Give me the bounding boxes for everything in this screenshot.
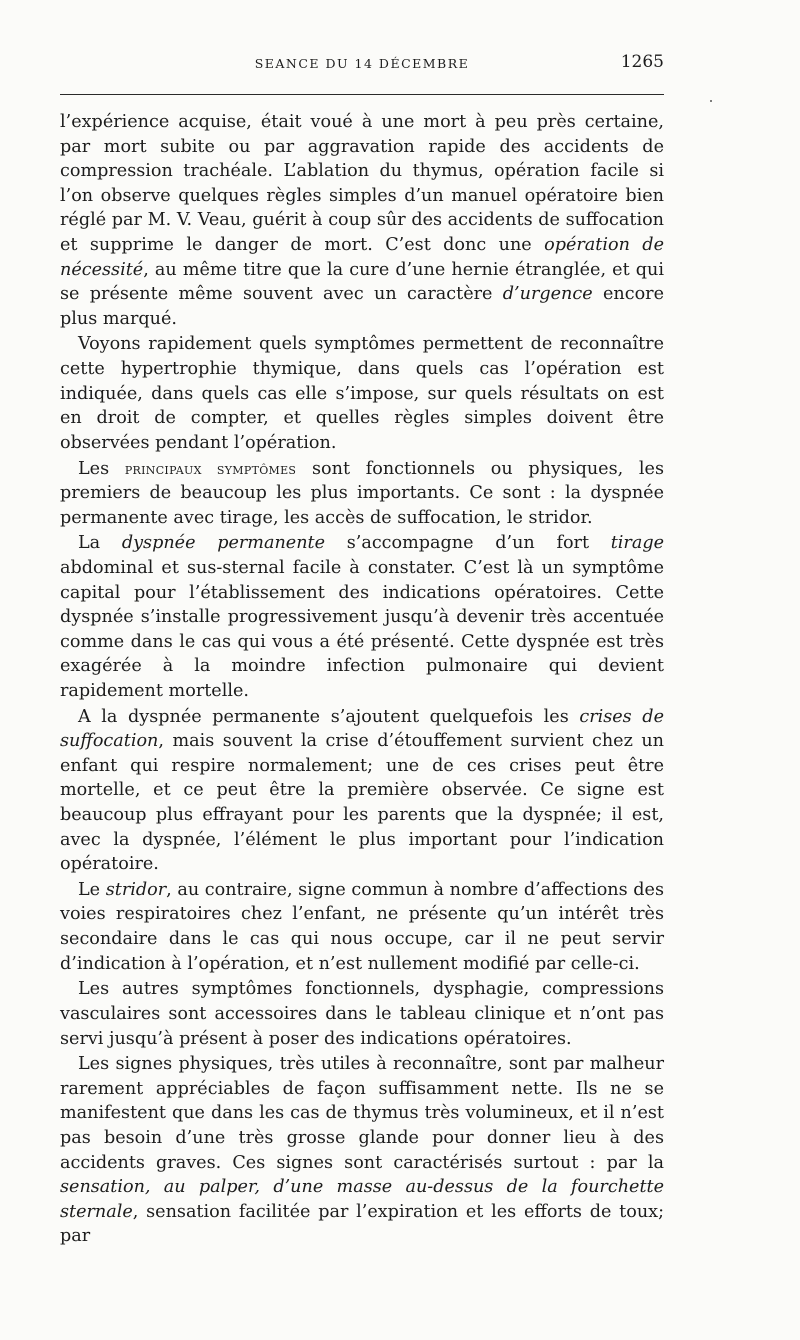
italic-phrase: tirage	[610, 533, 664, 554]
header-rule	[60, 94, 664, 95]
running-title: SEANCE DU 14 DÉCEMBRE	[254, 56, 470, 71]
text-segment: , au même titre que la cure d’une hernie étranglée, et qui se présente même souvent avec un caractère	[60, 259, 664, 305]
paragraph-5	[60, 705, 664, 877]
text-segment: Les	[78, 458, 125, 479]
text-segment: Voyons rapidement quels symptômes permettent de reconnaître cette hypertrophie thymique, dans quels cas l’opération est indiquée, dans quels cas elle s’impose, sur quels résultats on est en droit de compter, et quelles règles simples doivent être observées pendant l’opération.	[60, 334, 664, 453]
italic-phrase: opération de nécessité	[60, 234, 664, 280]
text-segment: Les autres symptômes fonctionnels, dysphagie, compressions vasculaires sont accessoires dans le tableau clinique et n’ont pas servi jusqu’à présent à poser des indications opératoires.	[60, 979, 664, 1049]
italic-phrase: dyspnée permanente	[121, 533, 326, 554]
text-segment: sont fonctionnels ou physiques, les premiers de beaucoup les plus importants. Ce sont : la dyspnée permanente avec tirage, les accès de suffocation, le stridor.	[60, 458, 665, 528]
paragraph-8	[60, 1052, 664, 1249]
page-number: 1265	[620, 52, 664, 72]
text-segment: Le	[78, 879, 106, 900]
italic-phrase: crises de suffocation	[60, 706, 664, 752]
body-text	[60, 110, 664, 1249]
text-segment: l’expérience acquise, était voué à une mort à peu près certaine, par mort subite ou par aggravation rapide des accidents de compression trachéale. L’ablation du thymus, opération facile si l’on observe quelques règles simples d’un manuel opératoire bien réglé par M. V. Veau, guérit à coup sûr des accidents de suffocation et supprime le danger de mort. C’est donc une	[60, 112, 664, 255]
text-segment: A la dyspnée permanente s’ajoutent quelquefois les	[78, 706, 580, 727]
paragraph-1	[60, 110, 664, 331]
text-segment: s’accompagne d’un fort	[325, 533, 611, 554]
text-segment: , mais souvent la crise d’étouffement survient chez un enfant qui respire normalement; une de ces crises peut être mortelle, et ce peut être la première observée. Ce signe est beaucoup plus effrayant pour les parents que la dyspnée; il est, avec la dyspnée, l’élément le plus important pour l’indication opératoire.	[60, 731, 664, 875]
text-segment: , au contraire, signe commun à nombre d’affections des voies respiratoires chez l’enfant, ne présente qu’un intérêt très secondaire dans le cas qui nous occupe, car il ne peut servir d’indication à l’opération, et n’est nullement modifié par celle-ci.	[60, 879, 664, 974]
paragraph-4	[60, 531, 664, 703]
text-segment: , sensation facilitée par l’expiration et les efforts de toux; par	[60, 1201, 664, 1247]
paragraph-6	[60, 878, 664, 976]
text-segment: abdominal et sus-sternal facile à constater. C’est là un symptôme capital pour l’établissement des indications opératoires. Cette dyspnée s’installe progressivement jusqu’à devenir très accentuée comme dans le cas qui vous a été présenté. Cette dyspnée est très exagérée à la moindre infection pulmonaire qui devient rapidement mortelle.	[60, 557, 664, 701]
paper-speck	[710, 100, 712, 102]
running-header	[60, 50, 664, 80]
paragraph-2	[60, 332, 664, 455]
italic-phrase: d’urgence	[502, 284, 593, 305]
text-segment: Les signes physiques, très utiles à reconnaître, sont par malheur rarement appréciables de façon suffisamment nette. Ils ne se manifestent que dans les cas de thymus très volumineux, et il n’est pas besoin d’une très grosse glande pour donner lieu à des accidents graves. Ces signes sont caractérisés surtout : par la	[60, 1054, 664, 1173]
text-segment: La	[78, 533, 122, 554]
italic-phrase: stridor	[105, 879, 167, 900]
smallcaps-phrase: principaux symptômes	[124, 459, 297, 478]
paragraph-7	[60, 977, 664, 1051]
text-segment: encore plus marqué.	[60, 284, 664, 329]
paragraph-3	[60, 457, 664, 531]
italic-phrase: sensation, au palper, d’une masse au-dessus de la fourchette sternale	[60, 1177, 664, 1222]
